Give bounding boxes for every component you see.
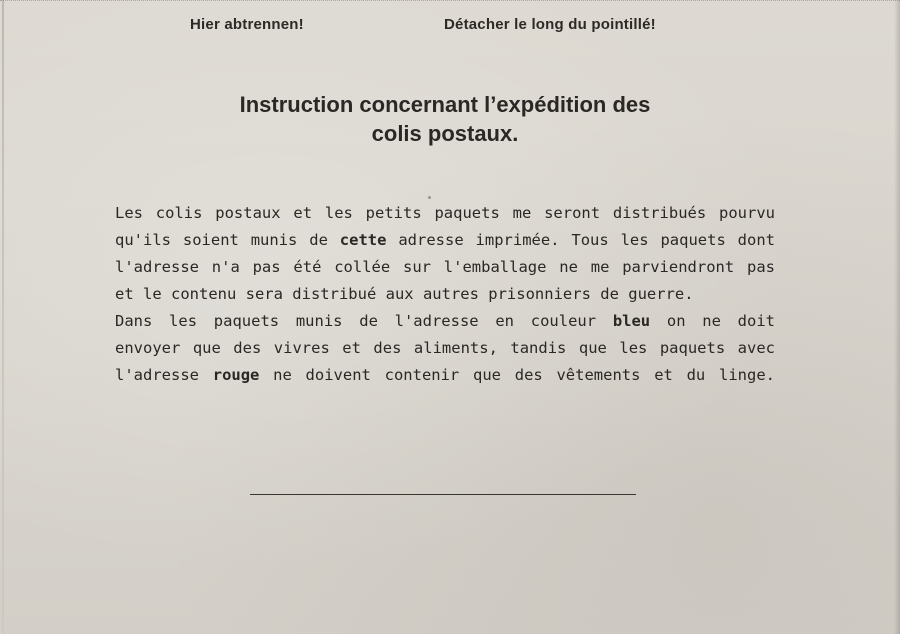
emphasis-cette: cette [339, 231, 387, 249]
body-line: et le contenu sera distribué aux autres prisonniers de guerre. [115, 285, 694, 303]
body-line: envoyer que des vivres et des aliments, tandis que les paquets avec [115, 339, 775, 357]
cut-instruction-french: Détacher le long du pointillé! [444, 16, 656, 33]
text-span: ne doivent contenir que des vêtements et du linge. [259, 366, 775, 384]
title-line-2: colis postaux. [371, 121, 519, 146]
card-left-edge [2, 0, 4, 634]
emphasis-bleu: bleu [612, 312, 651, 330]
paper-speck [428, 196, 431, 199]
text-span: Dans les paquets munis de l'adresse en couleur [115, 312, 613, 330]
text-span: qu'ils soient munis de [115, 231, 340, 249]
signature-line [250, 494, 636, 495]
title-line-1: Instruction concernant l’expédition des [239, 92, 651, 117]
emphasis-rouge: rouge [212, 366, 260, 384]
body-line: l'adresse n'a pas été collée sur l'emballage ne me parviendront pas [115, 258, 775, 276]
card-right-edge [894, 0, 900, 634]
document-title [160, 90, 730, 148]
body-line [115, 227, 775, 254]
text-span: on ne doit [650, 312, 775, 330]
body-line [115, 362, 775, 389]
body-line: Les colis postaux et les petits paquets me seront distribués pourvu [115, 204, 775, 222]
instruction-body [115, 200, 775, 389]
perforated-top-edge [0, 0, 900, 7]
cut-instruction-german: Hier abtrennen! [190, 16, 304, 33]
body-line [115, 308, 775, 335]
text-span: l'adresse [115, 366, 213, 384]
text-span: adresse imprimée. Tous les paquets dont [386, 231, 775, 249]
